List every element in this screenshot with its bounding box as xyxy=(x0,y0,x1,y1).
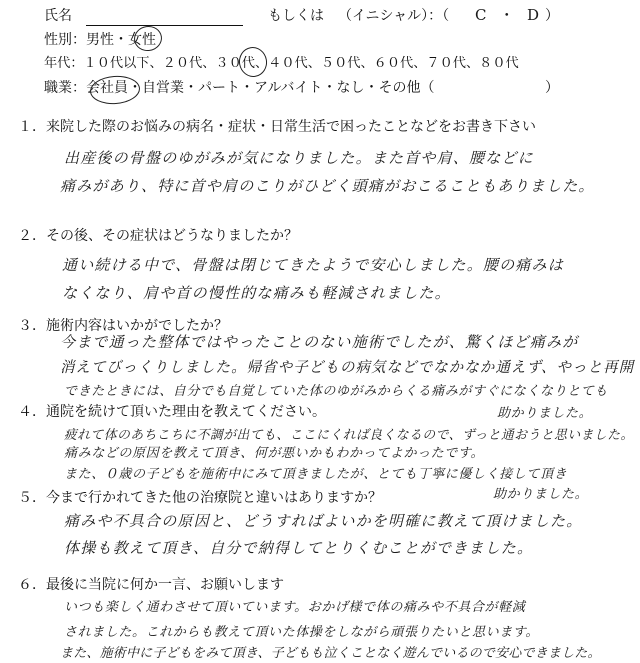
answer-3-line-3: できたときには、自分でも自覚していた体のゆがみからくる痛みがすぐになくなりとても xyxy=(64,384,609,399)
question-5: ５．今まで行かれてきた他の治療院と違いはありますか？ xyxy=(18,490,382,506)
answer-2-line-1: 通い続ける中で、骨盤は閉じてきたようで安心しました。腰の痛みは xyxy=(62,256,564,274)
gender-selection-circle xyxy=(132,24,163,53)
job-label: 職業：会社員・自営業・パート・アルバイト・なし・その他（ xyxy=(44,80,435,96)
answer-2-line-2: なくなり、肩や首の慢性的な痛みも軽減されました。 xyxy=(62,284,451,302)
question-2: ２．その後、その症状はどうなりましたか？ xyxy=(18,228,298,244)
job-close: ） xyxy=(545,80,559,96)
question-1: １．来院した際のお悩みの病名・症状・日常生活で困ったことなどをお書き下さい xyxy=(18,119,536,135)
or-label: もしくは xyxy=(268,8,324,24)
initial-value: C ・ D xyxy=(475,6,544,24)
answer-3-line-1: 今まで通った整体ではやったことのない施術でしたが、驚くほど痛みが xyxy=(60,333,579,351)
answer-3-line-2: 消えてびっくりしました。帰省や子どもの病気などでなかなか通えず、やっと再開 xyxy=(60,358,635,376)
answer-6-line-3: また、施術中に子どもをみて頂き、子どもも泣くことなく遊んでいるので安心できました。 xyxy=(60,646,601,661)
initial-label: （イニシャル）：（ xyxy=(338,8,450,24)
answer-6-line-2: されました。これからも教えて頂いた体操をしながら頑張りたいと思います。 xyxy=(64,625,539,640)
job-selection-circle xyxy=(89,74,141,105)
gender-label: 性別：男性・女性 xyxy=(44,32,156,48)
question-6: ６．最後に当院に何か一言、お願いします xyxy=(18,577,284,593)
answer-4-line-1: 疲れて体のあちこちに不調が出ても、ここにくれば良くなるので、ずっと通おうと思いました。 xyxy=(64,428,634,443)
answer-5-line-1: 痛みや不具合の原因と、どうすればよいかを明確に教えて頂けました。 xyxy=(64,512,583,530)
answer-1-line-2: 痛みがあり、特に首や肩のこりがひどく頭痛がおこることもありました。 xyxy=(60,177,595,195)
answer-1-line-1: 出産後の骨盤のゆがみが気になりました。また首や肩、腰などに xyxy=(64,149,534,167)
answer-4-line-4: 助かりました。 xyxy=(493,487,589,502)
answer-5-line-2: 体操も教えて頂き、自分で納得してとりくむことができました。 xyxy=(64,539,534,557)
age-label: 年代：１０代以下、２０代、３０代、４０代、５０代、６０代、７０代、８０代 xyxy=(44,56,519,71)
answer-4-line-2: 痛みなどの原因を教えて頂き、何が悪いかもわかってよかったです。 xyxy=(64,446,485,461)
answer-3-line-4: 助かりました。 xyxy=(497,406,593,421)
question-3: ３．施術内容はいかがでしたか？ xyxy=(18,318,228,334)
name-field-underline[interactable] xyxy=(86,25,243,26)
name-label: 氏名 xyxy=(44,8,72,24)
question-4: ４．通院を続けて頂いた理由を教えてください。 xyxy=(18,404,326,420)
age-selection-circle xyxy=(237,45,270,79)
answer-6-line-1: いつも楽しく通わさせて頂いています。おかげ様で体の痛みや不具合が軽減 xyxy=(64,600,526,615)
initial-close: ） xyxy=(545,8,559,24)
answer-4-line-3: また、０歳の子どもを施術中にみて頂きましたが、とても丁寧に優しく接して頂き xyxy=(64,467,568,482)
